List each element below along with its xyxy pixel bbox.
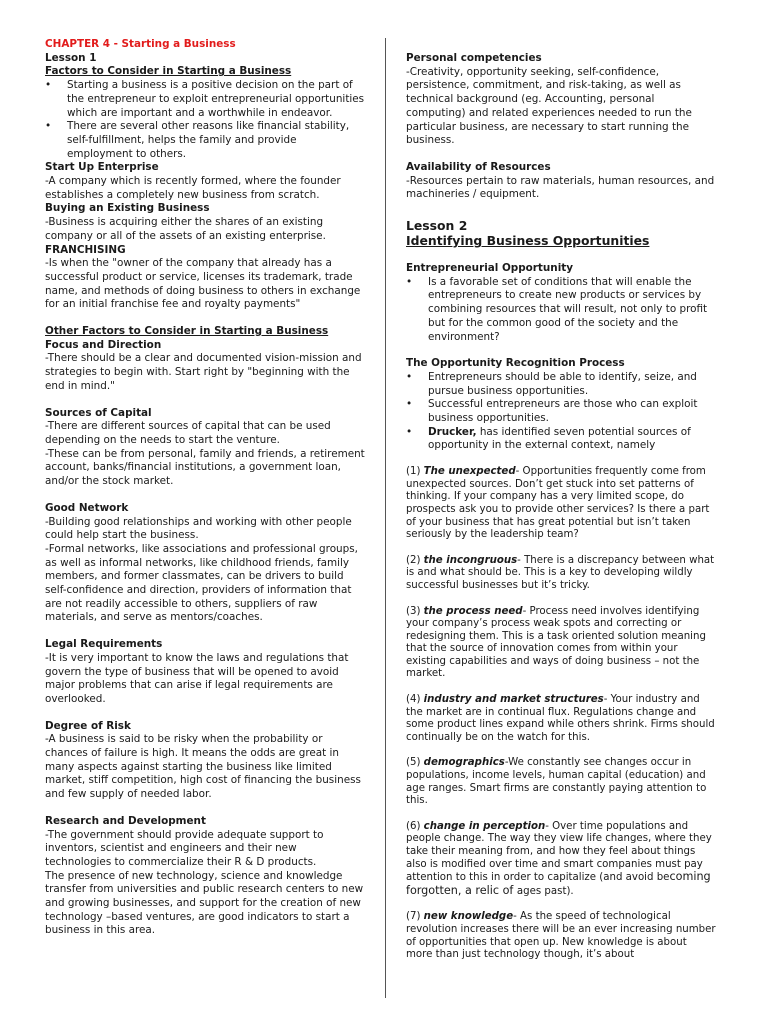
list-item: • There are several other reasons like financial stability, self-fulfillment, helps the family and provide employment to others. — [45, 120, 350, 160]
buying-heading: Buying an Existing Business — [45, 202, 210, 215]
network-heading: Good Network — [45, 501, 129, 514]
focus-text: -There should be a clear and documented vision-mission and strategies to begin with. Start right by "beginning with the end in mind." — [45, 352, 362, 392]
franchising-heading: FRANCHISING — [45, 243, 126, 256]
source-item-6: (6) change in perception- Over time populations and people change. The way they view life changes, where they take their meaning from, and how they feel about things also is modified over time and smart companies must pay attention to this in order to capitalize (and avoid becoming forgotten, a relic of ages past). — [406, 820, 712, 897]
rd-heading: Research and Development — [45, 814, 206, 827]
bullet-icon: • — [45, 120, 52, 133]
rd-text-1: -The government should provide adequate support to inventors, scientist and engineers and their new technologies to commercialize their R & D products. — [45, 828, 324, 868]
legal-heading: Legal Requirements — [45, 638, 163, 651]
risk-text: -A business is said to be risky when the probability or chances of failure is high. It means the odds are great in many aspects against starting the business like limited market, stiff competition, high cost of financing the business and few supply of needed labor. — [45, 733, 361, 801]
factors-list — [45, 79, 365, 161]
list-item: • Is a favorable set of conditions that will enable the entrepreneurs to create new products or services by combining resources that will result, not only to profit but for the common good of the society and the environment? — [406, 275, 708, 343]
lesson-2-title: Identifying Business Opportunities — [406, 233, 650, 249]
capital-heading: Sources of Capital — [45, 406, 152, 419]
entrepreneurial-list — [406, 276, 716, 345]
list-item: • Successful entrepreneurs are those who can exploit business opportunities. — [406, 398, 698, 425]
lesson-2-label: Lesson 2 — [406, 218, 468, 234]
right-column — [406, 52, 716, 962]
source-item-2: (2) the incongruous- There is a discrepancy between what is and what should be. This is a key to developing wildly successful businesses but it’s tricky. — [406, 554, 715, 591]
capital-text-1: -There are different sources of capital that can be used depending on the needs to start the venture. — [45, 420, 331, 446]
bullet-icon: • — [406, 370, 413, 383]
source-item-7: (7) new knowledge- As the speed of technological revolution increases there will be an ever increasing number of opportunities that open up. New knowledge is about more than just technology though, it’s about — [406, 911, 716, 961]
other-factors-heading: Other Factors to Consider in Starting a Business — [45, 325, 329, 338]
capital-text-2: -These can be from personal, family and friends, a retirement account, banks/financial institutions, a government loan, and/or the stock market. — [45, 447, 365, 488]
factors-heading: Factors to Consider in Starting a Business — [45, 65, 292, 78]
bullet-icon: • — [406, 425, 413, 438]
chapter-title: CHAPTER 4 - Starting a Business — [45, 38, 236, 50]
lesson-1-label: Lesson 1 — [45, 51, 97, 64]
entrepreneurial-opportunity-heading: Entrepreneurial Opportunity — [406, 262, 573, 275]
resources-heading: Availability of Resources — [406, 160, 551, 173]
startup-heading: Start Up Enterprise — [45, 161, 159, 174]
process-heading: The Opportunity Recognition Process — [406, 357, 625, 370]
source-item-1: (1) The unexpected- Opportunities frequently come from unexpected sources. Don’t get stuck into set patterns of thinking. If your company has a very limited scope, do prospects ask you to provide other services? Is there a part of your business that has great potential but isn’t taken seriously by the leadership team? — [406, 466, 710, 541]
focus-heading: Focus and Direction — [45, 338, 162, 351]
startup-text: -A company which is recently formed, where the founder establishes a completely new business from scratch. — [45, 175, 341, 201]
resources-text: -Resources pertain to raw materials, human resources, and machineries / equipment. — [406, 174, 715, 201]
list-item: • Entrepreneurs should be able to identify, seize, and pursue business opportunities. — [406, 370, 697, 397]
risk-heading: Degree of Risk — [45, 719, 131, 732]
bullet-icon: • — [45, 79, 52, 92]
bullet-icon: • — [406, 398, 413, 411]
personal-heading: Personal competencies — [406, 52, 542, 64]
source-item-5: (5) demographics-We constantly see changes occur in populations, income levels, human capital (education) and age ranges. Smart firms are constantly paying attention to this. — [406, 757, 707, 807]
process-list — [406, 371, 716, 453]
source-item-4: (4) industry and market structures- Your industry and the market are in continual flux. Regulations change and some product lines expand while others shrink. Firms should continually be on the watch for this. — [406, 694, 715, 743]
franchising-text: -Is when the "owner of the company that already has a successful product or service, licenses its trademark, trade name, and methods of doing business to others in exchange for an initial franchise fee and royalty payments" — [45, 257, 361, 311]
network-text-1: -Building good relationships and working with other people could help start the business. — [45, 515, 352, 542]
list-item: • Starting a business is a positive decision on the part of the entrepreneur to exploit entrepreneurial opportunities which are important and a worthwhile in endeavor. — [45, 79, 365, 119]
network-text-2: -Formal networks, like associations and professional groups, as well as informal networks, like childhood friends, family members, and former classmates, can be drivers to build self-confidence and direction, providers of information that are not readily accessible to others, suppliers of raw materials, and serve as mentors/coaches. — [45, 542, 358, 624]
bullet-icon: • — [406, 275, 413, 288]
legal-text: -It is very important to know the laws and regulations that govern the type of business that will be opened to avoid major problems that can arise if legal requirements are overlooked. — [45, 651, 349, 705]
buying-text: -Business is acquiring either the shares of an existing company or all of the assets of an existing enterprise. — [45, 216, 326, 242]
left-column — [45, 38, 365, 938]
drucker-sources — [406, 466, 716, 962]
personal-text: -Creativity, opportunity seeking, self-confidence, persistence, commitment, and risk-taking, as well as technical background (eg. Accounting, personal computing) and related experiences needed to run the particular business, are necessary to start running the business. — [406, 65, 692, 147]
column-divider — [385, 38, 386, 998]
rd-text-2: The presence of new technology, science and knowledge transfer from universities and public research centers to new and growing businesses, and support for the creation of new technology –based ventures, are good indicators to start a business in this area. — [45, 869, 364, 937]
list-item: • Drucker, has identified seven potential sources of opportunity in the external context, namely — [406, 425, 691, 452]
source-item-3: (3) the process need- Process need involves identifying your company’s process weak spots and correcting or redesigning them. This is a task oriented solution meaning that the source of innovation comes from within your existing capabilities and ways of doing business – not the market. — [406, 605, 706, 680]
